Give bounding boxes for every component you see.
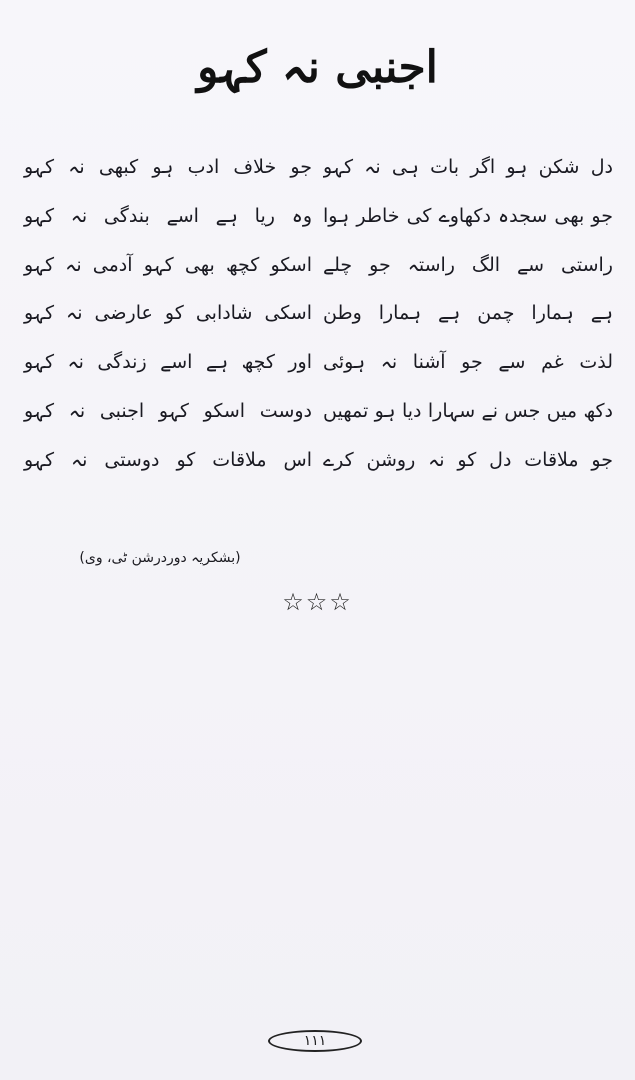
poem-line: وہ ریا ہے اسے بندگی نہ کہو bbox=[24, 204, 312, 227]
poem-body bbox=[22, 143, 613, 488]
star-divider-icon: ☆☆☆ bbox=[282, 588, 353, 616]
poem-title: اجنبی نہ کہو bbox=[197, 42, 438, 93]
poem-line: لذت غم سے جو آشنا نہ ہوئی bbox=[323, 351, 613, 374]
poem-line: اس ملاقات کو دوستی نہ کہو bbox=[24, 448, 312, 471]
poem-left-column bbox=[22, 143, 312, 485]
poem-line: اسکو کچھ بھی کہو آدمی نہ کہو bbox=[24, 253, 312, 276]
poem-line: جو بھی سجدہ دکھاوے کی خاطر ہوا bbox=[323, 204, 613, 227]
poem-line: دل شکن ہو اگر بات ہی نہ کہو bbox=[323, 156, 613, 178]
poem-line: جو ملاقات دل کو نہ روشن کرے bbox=[323, 448, 613, 471]
poem-line: راستی سے الگ راستہ جو چلے bbox=[323, 253, 613, 276]
page-number: ۱۱۱ bbox=[268, 1030, 362, 1052]
poem-line: ہے ہمارا چمن ہے ہمارا وطن bbox=[323, 302, 613, 325]
poem-line: جو خلاف ادب ہو کبھی نہ کہو bbox=[24, 156, 312, 178]
credit-note: (بشکریہ دوردرشن ٹی، وی) bbox=[79, 550, 241, 566]
poem-line: دوست اسکو کہو اجنبی نہ کہو bbox=[24, 399, 312, 422]
poem-line: اسکی شادابی کو عارضی نہ کہو bbox=[24, 302, 312, 325]
poem-line: دکھ میں جس نے سہارا دیا ہو تمھیں bbox=[323, 399, 613, 422]
poem-right-column bbox=[323, 143, 613, 485]
poem-line: اور کچھ ہے اسے زندگی نہ کہو bbox=[24, 351, 312, 374]
